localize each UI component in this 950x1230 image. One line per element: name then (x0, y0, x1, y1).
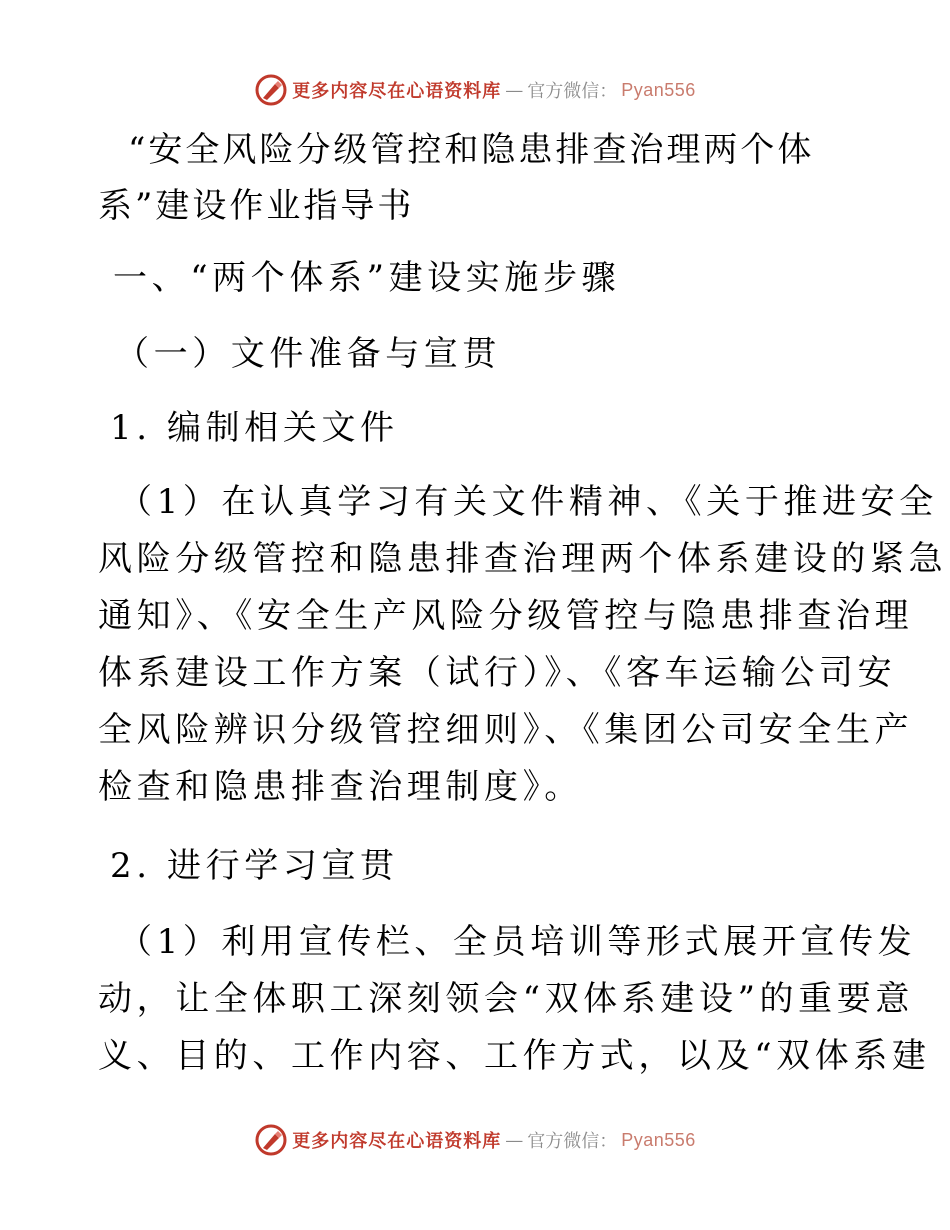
item-heading-2: 2. 进行学习宣贯 (110, 846, 399, 886)
paragraph-1-line-4: 体系建设工作方案（试行）》、《客车运输公司安 (98, 653, 897, 693)
paragraph-2-line-3: 义、目的、工作内容、工作方式，以及“双体系建 (98, 1036, 931, 1076)
header-watermark (0, 70, 950, 110)
footer-watermark (0, 1120, 950, 1160)
pen-logo-icon (254, 73, 288, 107)
item-heading-1: 1. 编制相关文件 (110, 408, 399, 448)
paragraph-1-line-5: 全风险辨识分级管控细则》、《集团公司安全生产 (98, 710, 914, 750)
watermark-official-label: 官方微信： (527, 1131, 618, 1152)
paragraph-1-line-2: 风险分级管控和隐患排查治理两个体系建设的紧急 (98, 539, 948, 579)
subsection-heading: （一）文件准备与宣贯 (115, 334, 501, 374)
watermark-main-text: 更多内容尽在心语资料库 (292, 1131, 502, 1152)
watermark-main-text: 更多内容尽在心语资料库 (292, 81, 502, 102)
paragraph-2-line-1: （1）利用宣传栏、全员培训等形式展开宣传发 (118, 922, 917, 962)
paragraph-1-line-6: 检查和隐患排查治理制度》。 (98, 767, 583, 807)
watermark-dash: — (505, 79, 524, 101)
paragraph-1-line-1: （1）在认真学习有关文件精神、《关于推进安全 (118, 482, 938, 522)
paragraph-2-line-2: 动，让全体职工深刻领会“双体系建设”的重要意 (98, 979, 914, 1019)
document-title-line-2: 系”建设作业指导书 (98, 186, 415, 226)
document-title-line-1: “安全风险分级管控和隐患排查治理两个体 (128, 130, 815, 170)
watermark-wechat-id: Pyan556 (621, 1129, 696, 1150)
watermark-wechat-id: Pyan556 (621, 79, 696, 100)
watermark-dash: — (505, 1129, 524, 1151)
section-heading: 一、“两个体系”建设实施步骤 (113, 258, 621, 298)
pen-logo-icon (254, 1123, 288, 1157)
watermark-official-label: 官方微信： (527, 81, 618, 102)
paragraph-1-line-3: 通知》、《安全生产风险分级管控与隐患排查治理 (98, 596, 914, 636)
